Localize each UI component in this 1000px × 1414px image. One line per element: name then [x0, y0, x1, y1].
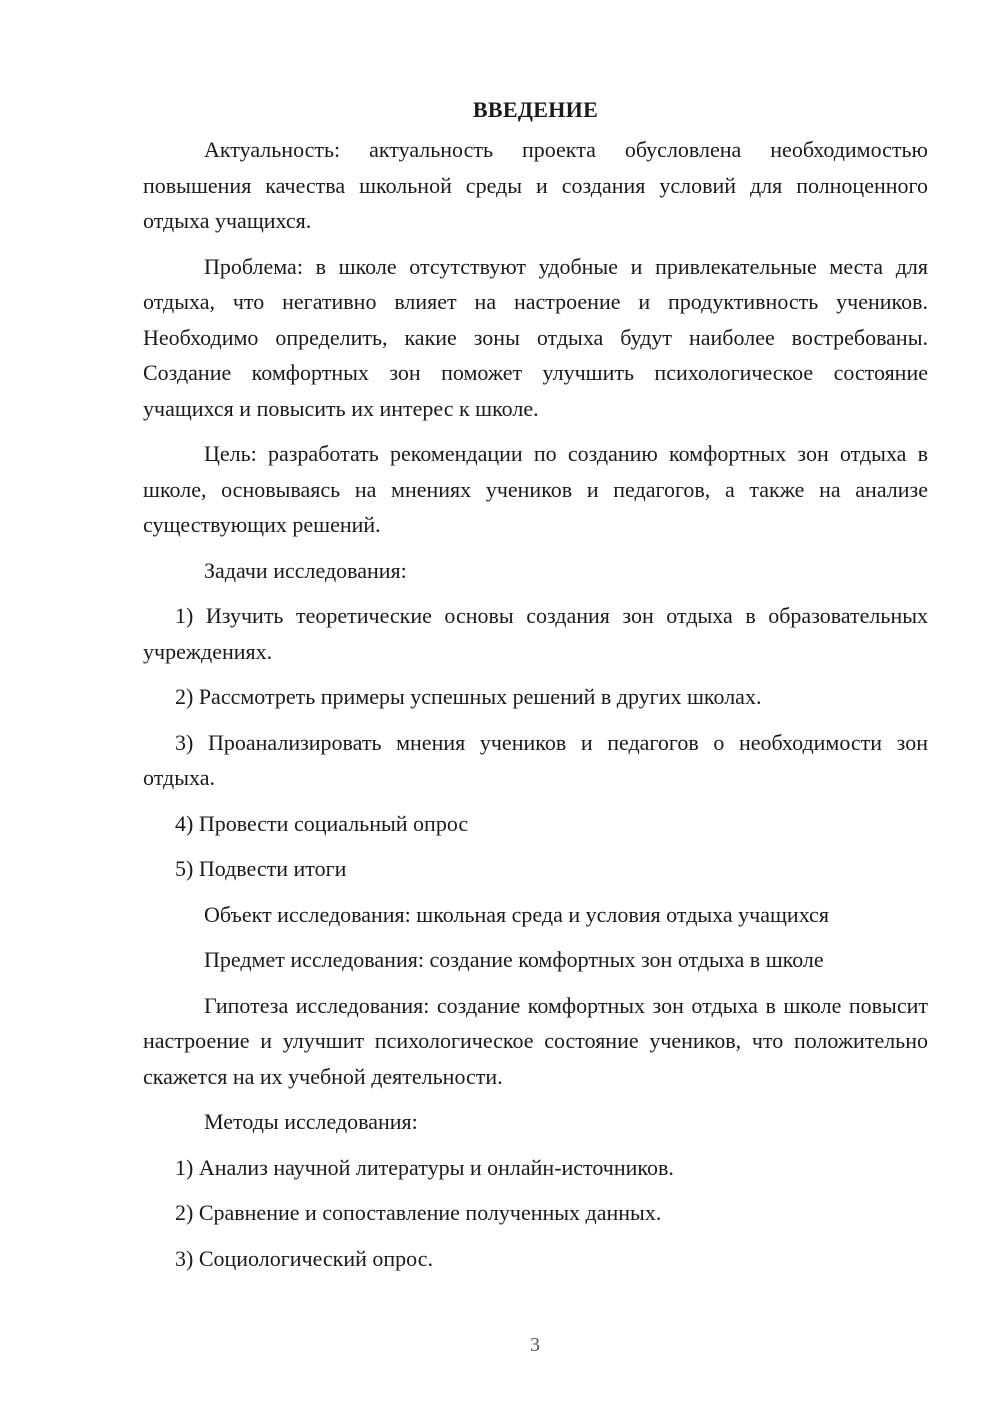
- problem-paragraph: Проблема: в школе отсутствуют удобные и привлекательные места для отдыха, что негативно влияет на настроение и продуктивность учеников. Необходимо определить, какие зоны отдыха будут наиболее востребованы. Создание комфортных зон поможет улучшить психологическое состояние учащихся и повысить их интерес к школе.: [143, 253, 928, 421]
- methods-heading: Методы исследования:: [204, 1109, 418, 1134]
- page-number: 3: [530, 1334, 540, 1356]
- task-item: 1) Изучить теоретические основы создания зон отдыха в образовательных учреждениях.: [143, 603, 928, 664]
- method-item: 2) Сравнение и сопоставление полученных данных.: [175, 1200, 662, 1225]
- task-item: 2) Рассмотреть примеры успешных решений в других школах.: [175, 684, 762, 709]
- subject-paragraph: Предмет исследования: создание комфортных зон отдыха в школе: [204, 947, 824, 972]
- relevance-paragraph: Актуальность: актуальность проекта обусловлена необходимостью повышения качества школьной среды и создания условий для полноценного отдыха учащихся.: [143, 137, 928, 233]
- task-item: 3) Проанализировать мнения учеников и педагогов о необходимости зон отдыха.: [143, 729, 928, 790]
- object-paragraph: Объект исследования: школьная среда и условия отдыха учащихся: [204, 901, 829, 927]
- task-item: 4) Провести социальный опрос: [175, 810, 469, 836]
- goal-paragraph: Цель: разработать рекомендации по созданию комфортных зон отдыха в школе, основываясь на мнениях учеников и педагогов, а также на анализе существующих решений.: [143, 441, 928, 537]
- method-item: 3) Социологический опрос.: [175, 1245, 433, 1271]
- section-title: ВВЕДЕНИЕ: [472, 97, 599, 122]
- document-page: [143, 92, 928, 1286]
- tasks-heading: Задачи исследования:: [204, 557, 407, 583]
- task-item: 5) Подвести итоги: [175, 856, 347, 881]
- method-item: 1) Анализ научной литературы и онлайн-источников.: [175, 1154, 674, 1180]
- hypothesis-paragraph: Гипотеза исследования: создание комфортных зон отдыха в школе повысит настроение и улучшит психологическое состояние учеников, что положительно скажется на их учебной деятельности.: [143, 992, 928, 1089]
